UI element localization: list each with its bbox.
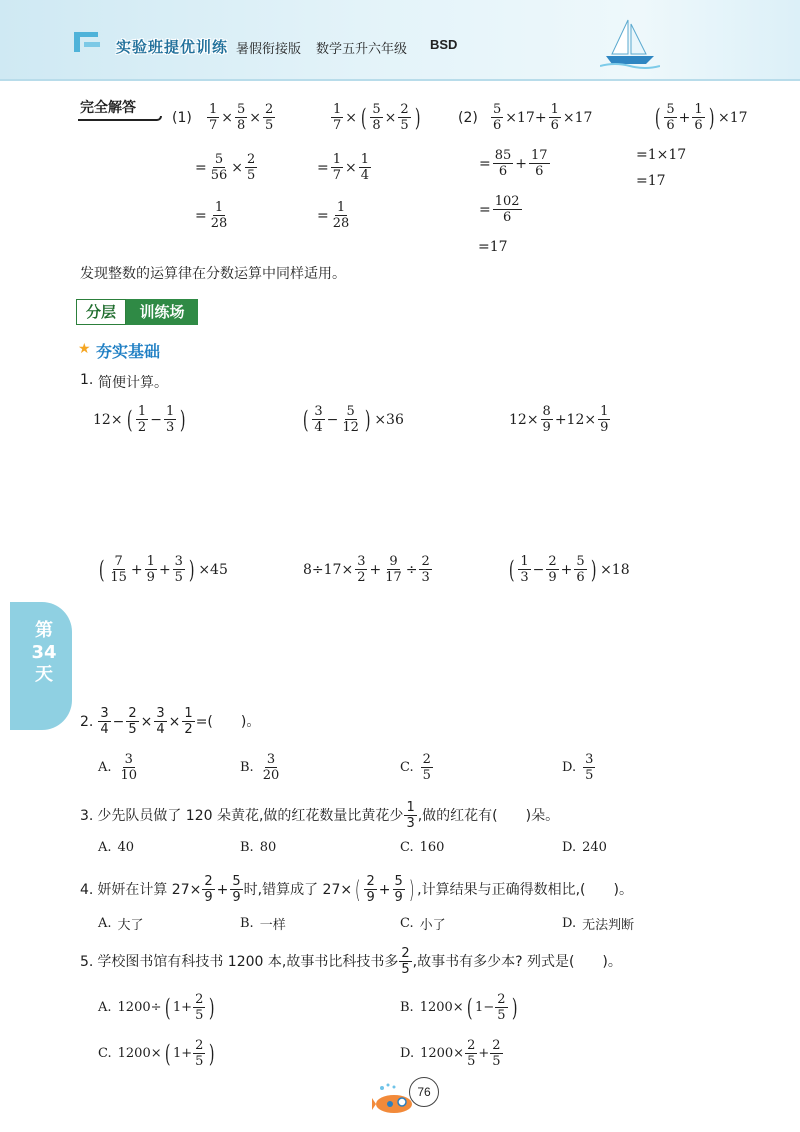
q3-option-c[interactable]: C. 160: [400, 840, 445, 855]
part1-number: (1): [172, 110, 192, 126]
calc2b-line1: ( $\frac{5}{6}$ + $\frac{1}{6}$ ) ×17: [654, 102, 748, 133]
q1-text: 简便计算。: [98, 375, 168, 391]
practice-banner-right: 训练场: [126, 299, 198, 325]
q3-text-after: ,做的红花有( )朵。: [417, 807, 560, 824]
q4-option-a[interactable]: A. 大了: [98, 916, 144, 933]
q3-number: 3.: [80, 807, 94, 824]
day-tab-line2: 34: [31, 642, 57, 663]
q5-text-before: 学校图书馆有科技书 1200 本,故事书比科技书多: [97, 953, 399, 970]
part2-number: (2): [458, 110, 478, 126]
q1-expr-4: ( $\frac{7}{15}$ + $\frac{1}{9}$ + $\frac{3}{5}$ ) ×45: [98, 554, 228, 585]
q3-text-before: 少先队员做了 120 朵黄花,做的红花数量比黄花少: [97, 807, 404, 824]
subsection-title: 夯实基础: [96, 342, 161, 361]
q1-expr-3: 12× $\frac{8}{9}$ +12× $\frac{1}{9}$: [509, 404, 609, 435]
day-tab-line3: 天: [35, 664, 53, 685]
q5-text-after: ,故事书有多少本? 列式是( )。: [412, 953, 622, 970]
q5-option-a[interactable]: A. 1200÷ ( 1+ $\frac{2}{5}$ ): [98, 992, 215, 1023]
calc2b-line3: =17: [636, 173, 666, 189]
publisher-label: BSD: [430, 37, 458, 52]
q1-expr-5: 8÷17× $\frac{3}{2}$ + $\frac{9}{17}$ ÷ $\frac{2}{3}$: [303, 554, 430, 585]
q1-number: 1.: [80, 372, 94, 388]
q3-option-d[interactable]: D. 240: [562, 840, 607, 855]
q4-text-mid: 时,错算成了 27×: [243, 881, 353, 898]
q2-tail: =( )。: [195, 713, 261, 730]
practice-banner: [76, 299, 198, 325]
practice-banner-left: 分层: [76, 299, 126, 325]
calc1b-line2: = $\frac{1}{7}$ × $\frac{1}{4}$: [317, 152, 370, 183]
q2-option-d[interactable]: D. $\frac{3}{5}$: [562, 752, 594, 783]
q2-option-b[interactable]: B. $\frac{3}{20}$: [240, 752, 280, 783]
q4-option-b[interactable]: B. 一样: [240, 916, 286, 933]
q1-expr-6: ( $\frac{1}{3}$ − $\frac{2}{9}$ + $\frac{5}{6}$ ) ×18: [508, 554, 630, 585]
calc2a-line3: = $\frac{102}{6}$: [479, 194, 520, 225]
q4-option-d[interactable]: D. 无法判断: [562, 916, 635, 933]
q3-stem: 3. 少先队员做了 120 朵黄花,做的红花数量比黄花少 $\frac{1}{3}$ ,做的红花有( )朵。: [80, 800, 560, 831]
answer-label-underline: [78, 116, 162, 121]
q5-option-b[interactable]: B. 1200× ( 1− $\frac{2}{5}$ ): [400, 992, 517, 1023]
q2-option-a[interactable]: A. $\frac{3}{10}$: [98, 752, 138, 783]
q5-number: 5.: [80, 953, 94, 970]
q4-option-c[interactable]: C. 小了: [400, 916, 446, 933]
day-tab-line1: 第: [35, 620, 53, 641]
sailboat-icon: [600, 14, 660, 70]
calc1a-line2: = $\frac{5}{56}$ × $\frac{2}{5}$: [195, 152, 256, 183]
answer-section-label: 完全解答: [80, 100, 136, 116]
series-logo-icon: [72, 28, 102, 54]
q3-option-a[interactable]: A. 40: [98, 840, 135, 855]
q2-number: 2.: [80, 713, 94, 730]
header-divider: [0, 79, 800, 81]
q5-option-d[interactable]: D. 1200× $\frac{2}{5}$ + $\frac{2}{5}$: [400, 1038, 501, 1069]
conclusion-text: 发现整数的运算律在分数运算中同样适用。: [80, 266, 346, 282]
subject-label: 数学五升六年级: [316, 42, 408, 57]
calc2b-line2: =1×17: [636, 147, 687, 163]
q5-stem: 5. 学校图书馆有科技书 1200 本,故事书比科技书多 $\frac{2}{5}$ ,故事书有多少本? 列式是( )。: [80, 946, 622, 977]
q5-option-c[interactable]: C. 1200× ( 1+ $\frac{2}{5}$ ): [98, 1038, 215, 1069]
q4-text-after: ,计算结果与正确得数相比,( )。: [417, 881, 633, 898]
q2-stem: 2. $\frac{3}{4}$ − $\frac{2}{5}$ × $\frac{3}{4}$ × $\frac{1}{2}$ =( )。: [80, 706, 261, 737]
calc1a-line3: = $\frac{1}{28}$: [195, 200, 228, 231]
q1-expr-1: 12× ( $\frac{1}{2}$ − $\frac{1}{3}$ ): [93, 404, 186, 435]
q4-number: 4.: [80, 881, 94, 898]
q3-option-b[interactable]: B. 80: [240, 840, 277, 855]
series-title: 实验班提优训练: [116, 38, 229, 56]
calc2a-line1: $\frac{5}{6}$ ×17+ $\frac{1}{6}$ ×17: [493, 102, 593, 133]
calc2a-line2: = $\frac{85}{6}$ + $\frac{17}{6}$: [479, 148, 548, 179]
page-number: 76: [409, 1077, 439, 1107]
q2-option-c[interactable]: C. $\frac{2}{5}$: [400, 752, 431, 783]
star-icon: ★: [78, 341, 91, 357]
q4-stem: 4. 妍妍在计算 27× $\frac{2}{9}$ + $\frac{5}{9}$ 时,错算成了 27× ( $\frac{2}{9}$ + $\frac{5}{9}$ ) ,计算结果与正确得数相比,( )。: [80, 874, 633, 905]
edition-label: 暑假衔接版: [236, 42, 302, 57]
q4-text-before: 妍妍在计算 27×: [97, 881, 202, 898]
calc2a-line4: =17: [478, 239, 508, 255]
calc1b-line3: = $\frac{1}{28}$: [317, 200, 350, 231]
calc1a-line1: $\frac{1}{7}$ × $\frac{5}{8}$ × $\frac{2}{5}$: [209, 102, 274, 133]
day-side-tab: [10, 602, 72, 730]
q1-expr-2: ( $\frac{3}{4}$ − $\frac{5}{12}$ ) ×36: [302, 404, 404, 435]
calc1b-line1: $\frac{1}{7}$ × ( $\frac{5}{8}$ × $\frac{2}{5}$ ): [333, 102, 421, 133]
